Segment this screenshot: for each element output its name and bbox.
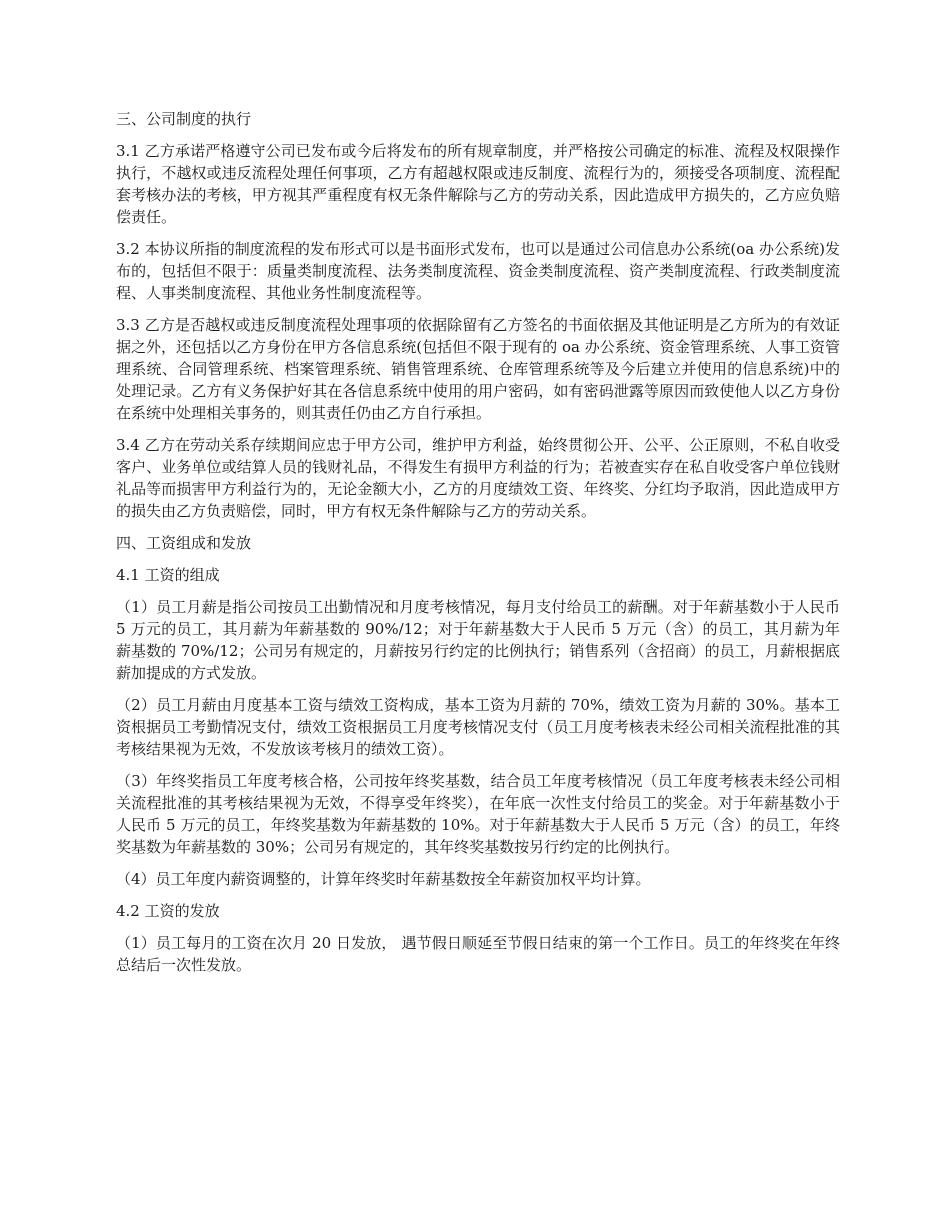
clause-4-1-item-4: （4）员工年度内薪资调整的，计算年终奖时年薪基数按全年薪资加权平均计算。 [116,870,651,888]
clause-3-4: 3.4 乙方在劳动关系存续期间应忠于甲方公司，维护甲方利益，始终贯彻公开、公平、公正原则，不私自收受客户、业务单位或结算人员的钱财礼品，不得发生有损甲方利益的行为；若被查实存在私自收受客户单位钱财礼品等而损害甲方利益行为的，无论金额大小，乙方的月度绩效工资、年终奖、分红均予取消，因此造成甲方的损失由乙方负责赔偿，同时，甲方有权无条件解除与乙方的劳动关系。 [116,436,840,520]
section-4-heading: 四、工资组成和发放 [116,534,252,552]
section-3-heading: 三、公司制度的执行 [116,110,252,128]
clause-3-2: 3.2 本协议所指的制度流程的发布形式可以是书面形式发布，也可以是通过公司信息办公系统(oa 办公系统)发布的，包括但不限于：质量类制度流程、法务类制度流程、资金类制度流程、资产类制度流程、行政类制度流程、人事类制度流程、其他业务性制度流程等。 [116,240,840,302]
clause-4-2-heading: 4.2 工资的发放 [116,902,220,920]
clause-4-1-item-1: （1）员工月薪是指公司按员工出勤情况和月度考核情况，每月支付给员工的薪酬。对于年薪基数小于人民币 5 万元的员工，其月薪为年薪基数的 90%/12；对于年薪基数大于人民币 5 万元（含）的员工，其月薪为年薪基数的 70%/12；公司另有规定的，月薪按另行约定的比例执行；销售系列（含招商）的员工，月薪根据底薪加提成的方式发放。 [116,598,840,682]
clause-4-1-heading: 4.1 工资的组成 [116,566,220,584]
clause-3-3: 3.3 乙方是否越权或违反制度流程处理事项的依据除留有乙方签名的书面依据及其他证明是乙方所为的有效证据之外，还包括以乙方身份在甲方各信息系统(包括但不限于现有的 oa 办公系统、资金管理系统、人事工资管理系统、合同管理系统、档案管理系统、销售管理系统、仓库管理系统等及今后建立并使用的信息系统)中的处理记录。乙方有义务保护好其在各信息系统中使用的用户密码，如有密码泄露等原因而致使他人以乙方身份在系统中处理相关事务的，则其责任仍由乙方自行承担。 [116,316,840,422]
clause-4-1-item-3: （3）年终奖指员工年度考核合格，公司按年终奖基数，结合员工年度考核情况（员工年度考核表未经公司相关流程批准的其考核结果视为无效，不得享受年终奖），在年底一次性支付给员工的奖金。对于年薪基数小于人民币 5 万元的员工，年终奖基数为年薪基数的 10%。对于年薪基数大于人民币 5 万元（含）的员工，年终奖基数为年薪基数的 30%；公司另有规定的，其年终奖基数按另行约定的比例执行。 [116,772,840,856]
clause-4-1-item-2: （2）员工月薪由月度基本工资与绩效工资构成，基本工资为月薪的 70%，绩效工资为月薪的 30%。基本工资根据员工考勤情况支付，绩效工资根据员工月度考核情况支付（员工月度考核表未经公司相关流程批准的其考核结果视为无效，不发放该考核月的绩效工资）。 [116,696,840,758]
document-page [116,108,840,986]
clause-4-2-item-1: （1）员工每月的工资在次月 20 日发放， 遇节假日顺延至节假日结束的第一个工作日。员工的年终奖在年终总结后一次性发放。 [116,934,840,974]
clause-3-1: 3.1 乙方承诺严格遵守公司已发布或今后将发布的所有规章制度，并严格按公司确定的标准、流程及权限操作执行，不越权或违反流程处理任何事项，乙方有超越权限或违反制度、流程行为的，须接受各项制度、流程配套考核办法的考核，甲方视其严重程度有权无条件解除与乙方的劳动关系，因此造成甲方损失的，乙方应负赔偿责任。 [116,142,840,226]
